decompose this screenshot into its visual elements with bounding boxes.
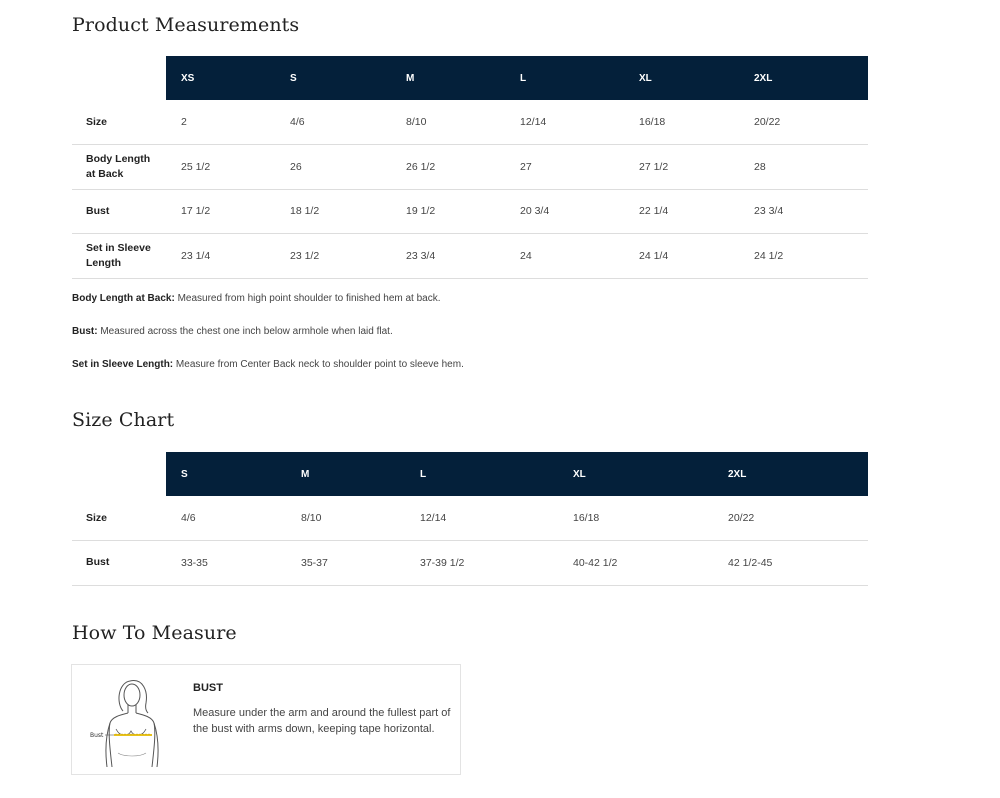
table-header-row [72, 452, 868, 496]
size-chart-title: Size Chart [72, 409, 175, 431]
measurement-notes [72, 292, 464, 391]
bust-illustration-icon [88, 677, 180, 769]
measurement-note [72, 325, 464, 339]
bust-measure-card [71, 664, 461, 775]
column-header-2xl: 2XL [739, 56, 868, 100]
product-measurements-title: Product Measurements [72, 14, 300, 36]
table-cell: 26 1/2 [391, 145, 505, 190]
table-cell: 8/10 [391, 100, 505, 145]
note-term: Bust: [72, 326, 98, 337]
table-cell: 8/10 [286, 496, 405, 541]
table-cell: 35-37 [286, 541, 405, 586]
row-label [72, 189, 166, 234]
table-cell: 27 [505, 145, 624, 190]
table-cell: 12/14 [405, 496, 558, 541]
header-corner-cell [72, 452, 166, 496]
note-term: Body Length at Back: [72, 293, 175, 304]
table-cell: 24 1/2 [739, 234, 868, 279]
note-text: Measure from Center Back neck to shoulder point to sleeve hem. [175, 359, 464, 370]
note-text: Measured across the chest one inch below armhole when laid flat. [100, 326, 393, 337]
column-header-2xl: 2XL [713, 452, 868, 496]
table-cell: 28 [739, 145, 868, 190]
table-cell: 40-42 1/2 [558, 541, 713, 586]
row-label-line: at Back [86, 167, 124, 180]
table-cell: 27 1/2 [624, 145, 739, 190]
table-cell: 16/18 [558, 496, 713, 541]
column-header-m: M [286, 452, 405, 496]
how-to-measure-title: How To Measure [72, 622, 237, 644]
table-cell: 23 3/4 [391, 234, 505, 279]
measurement-note [72, 292, 464, 306]
row-label-line: Set in Sleeve [86, 241, 151, 254]
bust-measure-title: BUST [193, 682, 223, 694]
column-header-xl: XL [558, 452, 713, 496]
size-chart-table [72, 452, 868, 586]
table-cell: 18 1/2 [275, 189, 391, 234]
table-cell: 19 1/2 [391, 189, 505, 234]
column-header-xs: XS [166, 56, 275, 100]
row-label [72, 541, 166, 586]
bust-illustration-label: Bust [90, 732, 104, 739]
row-label-line: Size [86, 115, 108, 128]
table-cell: 20/22 [739, 100, 868, 145]
note-term: Set in Sleeve Length: [72, 359, 174, 370]
table-cell: 16/18 [624, 100, 739, 145]
table-cell: 4/6 [275, 100, 391, 145]
table-cell: 20 3/4 [505, 189, 624, 234]
row-label-line: Bust [86, 204, 110, 217]
row-label-line: Body Length [86, 152, 151, 165]
row-label [72, 496, 166, 541]
note-text: Measured from high point shoulder to finished hem at back. [177, 293, 441, 304]
table-cell: 26 [275, 145, 391, 190]
column-header-s: S [275, 56, 391, 100]
column-header-l: L [505, 56, 624, 100]
table-cell: 25 1/2 [166, 145, 275, 190]
row-label-line: Bust [86, 556, 110, 569]
row-label [72, 100, 166, 145]
table-cell: 12/14 [505, 100, 624, 145]
row-label-line: Length [86, 256, 121, 269]
table-row [72, 234, 868, 279]
table-cell: 22 1/4 [624, 189, 739, 234]
column-header-s: S [166, 452, 286, 496]
table-cell: 24 1/4 [624, 234, 739, 279]
table-row [72, 145, 868, 190]
table-cell: 42 1/2-45 [713, 541, 868, 586]
header-corner-cell [72, 56, 166, 100]
table-cell: 23 3/4 [739, 189, 868, 234]
bust-measure-description: Measure under the arm and around the fullest part of the bust with arms down, keeping tape horizontal. [193, 707, 451, 735]
table-row [72, 189, 868, 234]
table-cell: 2 [166, 100, 275, 145]
row-label [72, 145, 166, 190]
row-label-line: Size [86, 511, 108, 524]
table-cell: 24 [505, 234, 624, 279]
product-measurements-table [72, 56, 868, 279]
column-header-xl: XL [624, 56, 739, 100]
table-cell: 23 1/4 [166, 234, 275, 279]
column-header-m: M [391, 56, 505, 100]
table-cell: 20/22 [713, 496, 868, 541]
column-header-l: L [405, 452, 558, 496]
row-label [72, 234, 166, 279]
table-cell: 37-39 1/2 [405, 541, 558, 586]
table-header-row [72, 56, 868, 100]
table-cell: 33-35 [166, 541, 286, 586]
table-row [72, 541, 868, 586]
table-cell: 23 1/2 [275, 234, 391, 279]
measurement-note [72, 358, 464, 372]
table-row [72, 100, 868, 145]
table-row [72, 496, 868, 541]
table-cell: 4/6 [166, 496, 286, 541]
table-cell: 17 1/2 [166, 189, 275, 234]
